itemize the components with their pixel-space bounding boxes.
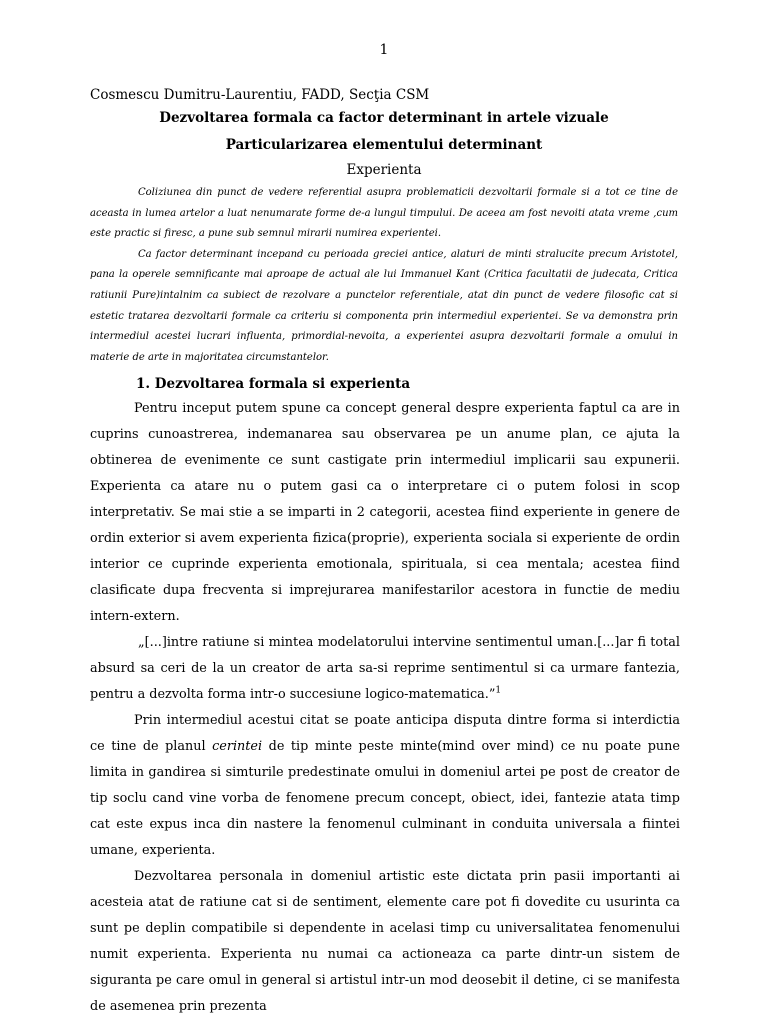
- quote-paragraph: [90, 630, 680, 708]
- body-paragraph: Dezvoltarea personala in domeniul artistic este dictata prin pasii importanti ai acesteia atat de ratiune cat si de sentiment, elemente care pot fi dovedite cu usurinta ca sunt pe deplin compatibile si dependente in acelasi timp cu universalitatea fenomenului numit experienta. Experienta nu numai ca actioneaza ca parte dintr-un sistem de siguranta pe care omul in general si artistul intr-un mod deosebit il detine, ci se manifesta de asemenea prin prezenta: [90, 869, 680, 1014]
- document-title: Dezvoltarea formala ca factor determinant in artele vizuale: [159, 110, 609, 126]
- body-paragraph: [90, 708, 680, 864]
- body-paragraph: Pentru inceput putem spune ca concept general despre experienta faptul ca are in cuprins cunoastrerea, indemanarea sau observarea pe un anume plan, ce ajuta la obtinerea de evenimente ce sunt castigate prin intermediul implicarii sau expunerii. Experienta ca atare nu o putem gasi ca o interpretare ci o putem folosi in scop interpretativ. Se mai stie a se imparti in 2 categorii, acestea fiind experiente in genere de ordin exterior si avem experienta fizica(proprie), experienta sociala si experiente de ordin interior ce cuprinde experienta emotionala, spirituala, si cea mentala; acestea fiind clasificate dupa frecventa si imprejurarea manifestarilor acestora in functie de mediu intern-extern.: [90, 401, 680, 624]
- section-label: Experienta: [346, 162, 422, 178]
- page-number: 1: [379, 42, 389, 58]
- author-line: Cosmescu Dumitru-Laurentiu, FADD, Secţia CSM: [90, 87, 430, 103]
- paragraph-text: de tip minte peste minte(mind over mind) ce nu poate pune limita in gandirea si simturile predestinate omului in domeniul artei pe post de creator de tip soclu cand vine vorba de fenomene precum concept, obiect, idei, fantezie atata timp cat este expus inca din nastere la fenomenul culminant in conduita universala a fiintei umane, experienta.: [90, 739, 680, 858]
- footnote-marker[interactable]: 1: [495, 685, 502, 696]
- paragraph-text: Prin intermediul acestui citat se poate anticipa disputa dintre forma si interdictia ce tine de planul: [90, 713, 680, 754]
- section-heading: 1. Dezvoltarea formala si experienta: [136, 376, 411, 392]
- abstract: [90, 183, 678, 368]
- quote-text: „[...]intre ratiune si mintea modelatorului intervine sentimentul uman.[...]ar fi total absurd sa ceri de la un creator de arta sa-si reprime sentimentul si ca urmare fantezia, pentru a dezvolta forma intr-o succesiune logico-matematica.”: [90, 635, 680, 702]
- abstract-paragraph: Ca factor determinant incepand cu perioada greciei antice, alaturi de minti stralucite precum Aristotel, pana la operele semnificante mai aproape de actual ale lui Immanuel Kant (Critica facultatii de judecata, Critica ratiunii Pure)intalnim ca subiect de rezolvare a punctelor referentiale, atat din punct de vedere filosofic cat si estetic tratarea dezvoltarii formale ca criteriu si componenta prin intermediul experientei. Se va demonstra prin intermediul acestei lucrari influenta, primordial-nevoita, a experientei asupra dezvoltarii formale a omului in materie de arte in majoritatea circumstantelor.: [90, 248, 678, 363]
- body-text: [90, 396, 680, 1020]
- abstract-paragraph: Coliziunea din punct de vedere referential asupra problematicii dezvoltarii formale si a tot ce tine de aceasta in lumea artelor a luat nenumarate forme de-a lungul timpului. De aceea am fost nevoiti atata vreme ,cum este practic si firesc, a pune sub semnul mirarii numirea experientei.: [90, 187, 678, 240]
- document-subtitle: Particularizarea elementului determinant: [225, 137, 543, 153]
- emphasized-word: cerintei: [212, 739, 263, 754]
